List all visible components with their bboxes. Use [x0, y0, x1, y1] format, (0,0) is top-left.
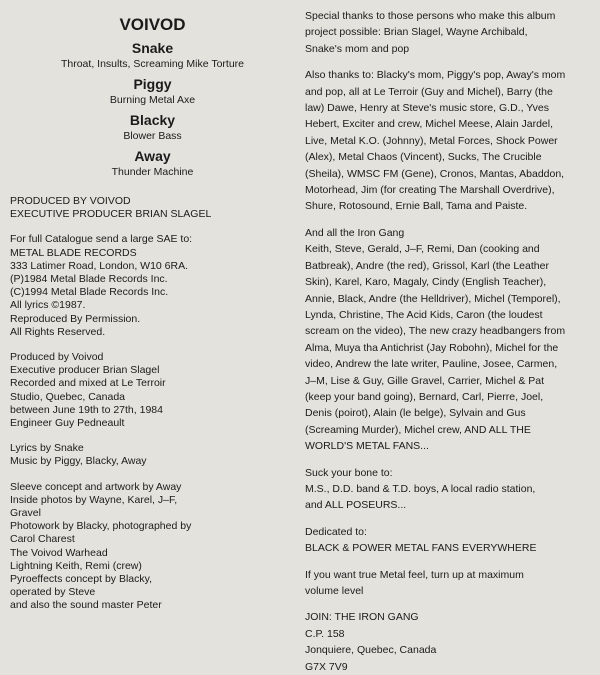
text-line: Engineer Guy Pedneault	[10, 417, 125, 430]
member-role: Thunder Machine	[111, 166, 194, 178]
iron-gang-heading: And all the Iron Gang	[305, 226, 405, 239]
text-line: and also the sound master Peter	[10, 599, 162, 612]
text-line: Shure, Rotosound, Ernie Ball, Tama and Paiste.	[305, 200, 528, 213]
text-line: (keep your band going), Bernard, Carl, Pierre, Joel,	[305, 390, 544, 403]
text-line: WORLD'S METAL FANS...	[305, 440, 429, 453]
text-line: operated by Steve	[10, 586, 96, 599]
text-line: and pop, all at Le Terroir (Guy and Michel), Barry (the	[305, 85, 553, 98]
text-line: Denis (poirot), Alain (le belge), Sylvain and Gus	[305, 407, 526, 420]
text-line: (Sheila), WMSC FM (Gene), Cronos, Mantas, Abaddon,	[305, 167, 565, 180]
text-line: Carol Charest	[10, 533, 75, 546]
suck-your-bone	[305, 465, 592, 514]
text-line: The Voivod Warhead	[10, 546, 108, 559]
text-line: G7X 7V9	[305, 660, 348, 673]
production-credits	[10, 195, 295, 221]
text-line: Recorded and mixed at Le Terroir	[10, 377, 166, 390]
metal-feel-note	[305, 567, 592, 600]
member-name: Away	[134, 148, 171, 164]
songwriting-credits	[10, 442, 295, 468]
text-line: Produced by Voivod	[10, 351, 104, 364]
member-name: Snake	[131, 40, 174, 56]
text-line: Skin), Karel, Karo, Magaly, Cindy (English Teacher),	[305, 276, 547, 289]
text-line: Inside photos by Wayne, Karel, J–F,	[10, 493, 178, 506]
member-name: Blacky	[129, 112, 176, 128]
member-snake	[10, 40, 295, 71]
text-line: BLACK & POWER METAL FANS EVERYWHERE	[305, 542, 537, 555]
left-column	[10, 8, 295, 613]
text-line: Music by Piggy, Blacky, Away	[10, 455, 147, 468]
text-line: Annie, Black, Andre (the Helldriver), Michel (Temporel),	[305, 292, 561, 305]
text-line: (Screaming Murder), Michel crew, AND ALL THE	[305, 423, 531, 436]
special-thanks	[305, 8, 592, 57]
also-thanks	[305, 67, 592, 215]
member-away	[10, 148, 295, 179]
dedication	[305, 524, 592, 557]
text-line: Pyroeffects concept by Blacky,	[10, 573, 153, 586]
text-line: C.P. 158	[305, 627, 345, 640]
text-line: Motorhead, Jim (for creating The Marshall Overdrive),	[305, 184, 555, 197]
text-line: All Rights Reserved.	[10, 325, 106, 338]
text-line: (Alex), Metal Chaos (Vincent), Sucks, The Crucible	[305, 151, 542, 164]
member-name: Piggy	[133, 76, 172, 92]
band-lineup	[10, 14, 295, 179]
artwork-credits	[10, 481, 295, 613]
text-line: All lyrics ©1987.	[10, 299, 86, 312]
text-line: Special thanks to those persons who make this album	[305, 10, 556, 22]
text-line: EXECUTIVE PRODUCER BRIAN SLAGEL	[10, 208, 212, 221]
suck-heading: Suck your bone to:	[305, 466, 393, 479]
text-line: Live, Metal K.O. (Johnny), Metal Forces, Shock Power	[305, 134, 558, 147]
text-line: Photowork by Blacky, photographed by	[10, 520, 192, 533]
text-line: M.S., D.D. band & T.D. boys, A local radio station,	[305, 482, 536, 495]
right-column	[305, 8, 592, 675]
text-line: Executive producer Brian Slagel	[10, 364, 160, 377]
text-line: PRODUCED BY VOIVOD	[10, 195, 131, 207]
recording-credits	[10, 351, 295, 430]
text-line: Sleeve concept and artwork by Away	[10, 480, 182, 493]
fan-club-address	[305, 609, 592, 675]
text-line: Gravel	[10, 507, 41, 520]
dedicated-heading: Dedicated to:	[305, 525, 367, 538]
text-line: Hebert, Exciter and crew, Michel Meese, Alain Jardel,	[305, 118, 554, 131]
text-line: METAL BLADE RECORDS	[10, 246, 137, 259]
member-role: Blower Bass	[123, 130, 182, 142]
text-line: Lyrics by Snake	[10, 442, 84, 455]
text-line: volume level	[305, 585, 364, 597]
text-line: For full Catalogue send a large SAE to:	[10, 233, 193, 246]
iron-gang-thanks	[305, 225, 592, 455]
text-line: Jonquiere, Quebec, Canada	[305, 644, 437, 657]
catalogue-info	[10, 233, 295, 339]
text-line: project possible: Brian Slagel, Wayne Archibald,	[305, 26, 528, 39]
text-line: (C)1994 Metal Blade Records Inc.	[10, 286, 169, 299]
band-name: VOIVOD	[119, 15, 186, 34]
text-line: and ALL POSEURS...	[305, 499, 407, 512]
text-line: 333 Latimer Road, London, W10 6RA.	[10, 259, 189, 272]
text-line: Studio, Quebec, Canada	[10, 390, 125, 403]
text-line: JOIN: THE IRON GANG	[305, 611, 419, 624]
text-line: If you want true Metal feel, turn up at maximum	[305, 568, 524, 581]
member-piggy	[10, 76, 295, 107]
member-role: Burning Metal Axe	[109, 94, 196, 106]
text-line: Snake's mom and pop	[305, 42, 410, 55]
text-line: J–M, Lise & Guy, Gille Gravel, Carrier, Michel & Pat	[305, 374, 545, 387]
text-line: Lightning Keith, Remi (crew)	[10, 559, 142, 572]
text-line: between June 19th to 27th, 1984	[10, 403, 163, 416]
member-blacky	[10, 112, 295, 143]
text-line: video, Andrew the late writer, Pauline, Josee, Carmen,	[305, 358, 558, 371]
text-line: Keith, Steve, Gerald, J–F, Remi, Dan (cooking and	[305, 243, 540, 256]
member-role: Throat, Insults, Screaming Mike Torture	[60, 58, 245, 70]
text-line: law) Dawe, Henry at Steve's music store, G.D., Yves	[305, 102, 549, 115]
text-line: Reproduced By Permission.	[10, 312, 141, 325]
text-line: Lynda, Christine, The Acid Kids, Caron (the loudest	[305, 308, 543, 321]
text-line: Alma, Muya tha Antichrist (Jay Robohn), Michel for the	[305, 341, 559, 354]
text-line: (P)1984 Metal Blade Records Inc.	[10, 273, 168, 286]
text-line: Also thanks to: Blacky's mom, Piggy's pop, Away's mom	[305, 69, 566, 82]
text-line: scream on the video), The new crazy headbangers from	[305, 325, 566, 338]
text-line: Batbreak), Andre (the red), Grissol, Karl (the Leather	[305, 259, 549, 272]
